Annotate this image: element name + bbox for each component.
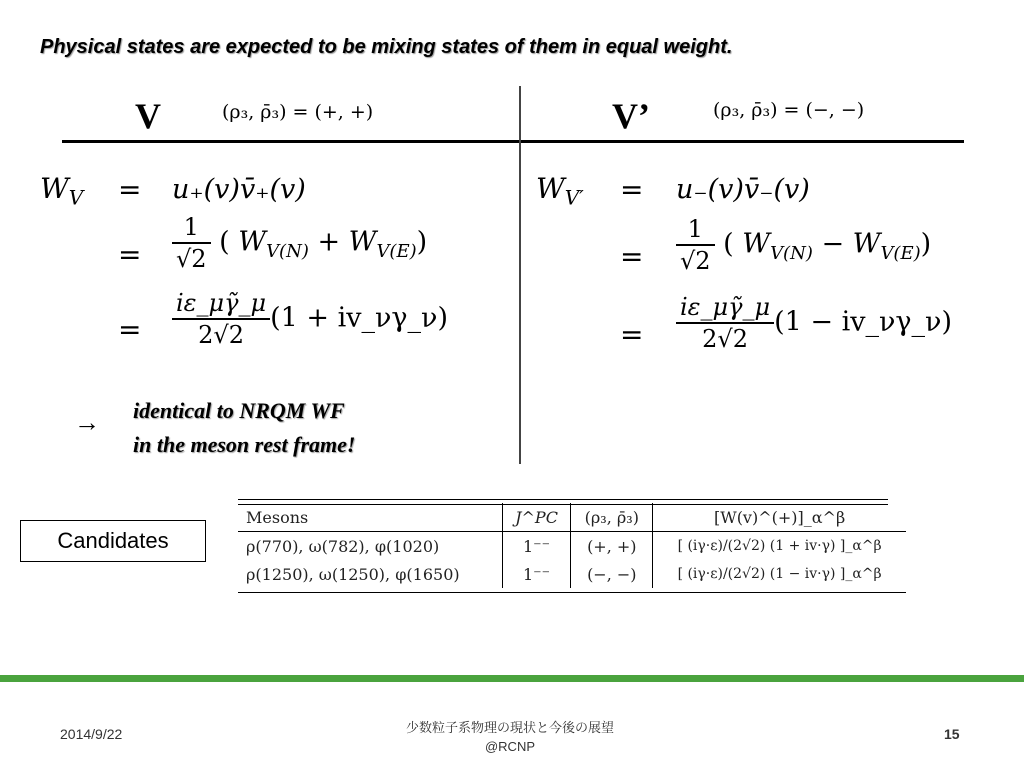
table-header-cell: J^PC <box>502 503 571 532</box>
table-top-rule <box>238 499 888 500</box>
footer-title-line: 少数粒子系物理の現状と今後の展望 <box>405 720 614 735</box>
footer-title <box>340 718 680 756</box>
equals-left-2: = <box>118 238 142 271</box>
table-cell: 1⁻⁻ <box>502 560 571 588</box>
table-header-cell: [W(v)^(+)]_α^β <box>653 503 906 532</box>
fraction-epsilon-gamma-right: $\frac{i\varepsilon\_\mu\gammã\_\mu}{2√2}$ <box>676 292 774 354</box>
table-row <box>238 560 906 588</box>
wv-left-line2: $\frac{1}{√2}$ ( $W_{V(N)} + W_{V(E)}$) <box>172 212 427 274</box>
rho-assignment-left: (ρ₃, ρ̄₃) = (+, +) <box>222 101 374 123</box>
table-cell: ρ(1250), ω(1250), φ(1650) <box>246 564 460 584</box>
equals-right-1: = <box>620 173 644 206</box>
equals-right-2: = <box>620 240 644 273</box>
equals-left-1: = <box>118 173 142 206</box>
fraction-one-over-sqrt2-left: $\frac{1}{√2}$ <box>172 212 211 274</box>
label-v-prime: V’ <box>612 96 650 136</box>
table-cell: ρ(770), ω(782), φ(1020) <box>246 536 440 556</box>
footer-date: 2014/9/22 <box>60 726 123 742</box>
nrqm-note <box>133 394 355 462</box>
horizontal-rule <box>62 140 964 143</box>
table-bottom-rule <box>238 592 906 593</box>
meson-candidates-table <box>238 503 906 588</box>
equals-right-3: = <box>620 318 644 351</box>
table-cell: [ (iγ·ε)/(2√2) (1 + iv·γ) ]_α^β <box>653 532 906 561</box>
rho-assignment-right: (ρ₃, ρ̄₃) = (−, −) <box>713 99 865 121</box>
table-cell: [ (iγ·ε)/(2√2) (1 − iv·γ) ]_α^β <box>653 560 906 588</box>
wv-right-line1: u₋(v)v̄₋(v) <box>676 174 810 205</box>
note-line: in the meson rest frame! <box>133 432 356 457</box>
label-v: V <box>135 96 161 136</box>
table-header-row <box>238 503 906 532</box>
slide-headline: Physical states are expected to be mixing states of them in equal weight. <box>40 36 733 58</box>
wv-left-line3: $\frac{i\varepsilon\_\mu\gammã\_\mu}{2√2}$ (1 + iv_νγ_ν) <box>172 288 448 350</box>
footer-accent-bar <box>0 675 1024 682</box>
table-header-cell: (ρ₃, ρ̄₃) <box>571 503 653 532</box>
page-number: 15 <box>944 726 960 742</box>
table-cell: 1⁻⁻ <box>502 532 571 561</box>
wv-right-line3: $\frac{i\varepsilon\_\mu\gammã\_\mu}{2√2}$ (1 − iv_νγ_ν) <box>676 292 952 354</box>
wv-left-line1: u₊(v)v̄₊(v) <box>172 174 306 205</box>
wv-right-line2: $\frac{1}{√2}$ ( $W_{V(N)} - W_{V(E)}$) <box>676 214 931 276</box>
footer-title-line: @RCNP <box>484 739 536 754</box>
wv-right-lhs: $W_{V'}$ <box>536 172 584 210</box>
table-row <box>238 532 906 561</box>
candidates-label-box: Candidates <box>20 520 206 562</box>
fraction-epsilon-gamma-left: $\frac{i\varepsilon\_\mu\gammã\_\mu}{2√2}$ <box>172 288 270 350</box>
vertical-divider <box>519 86 521 464</box>
note-line: identical to NRQM WF <box>133 398 345 423</box>
right-arrow-icon: → <box>74 408 100 437</box>
fraction-one-over-sqrt2-right: $\frac{1}{√2}$ <box>676 214 715 276</box>
wv-left-lhs: $W_V$ <box>40 172 84 210</box>
table-cell: (+, +) <box>571 532 653 561</box>
table-header-cell: Mesons <box>238 503 502 532</box>
table-cell: (−, −) <box>571 560 653 588</box>
equals-left-3: = <box>118 313 142 346</box>
